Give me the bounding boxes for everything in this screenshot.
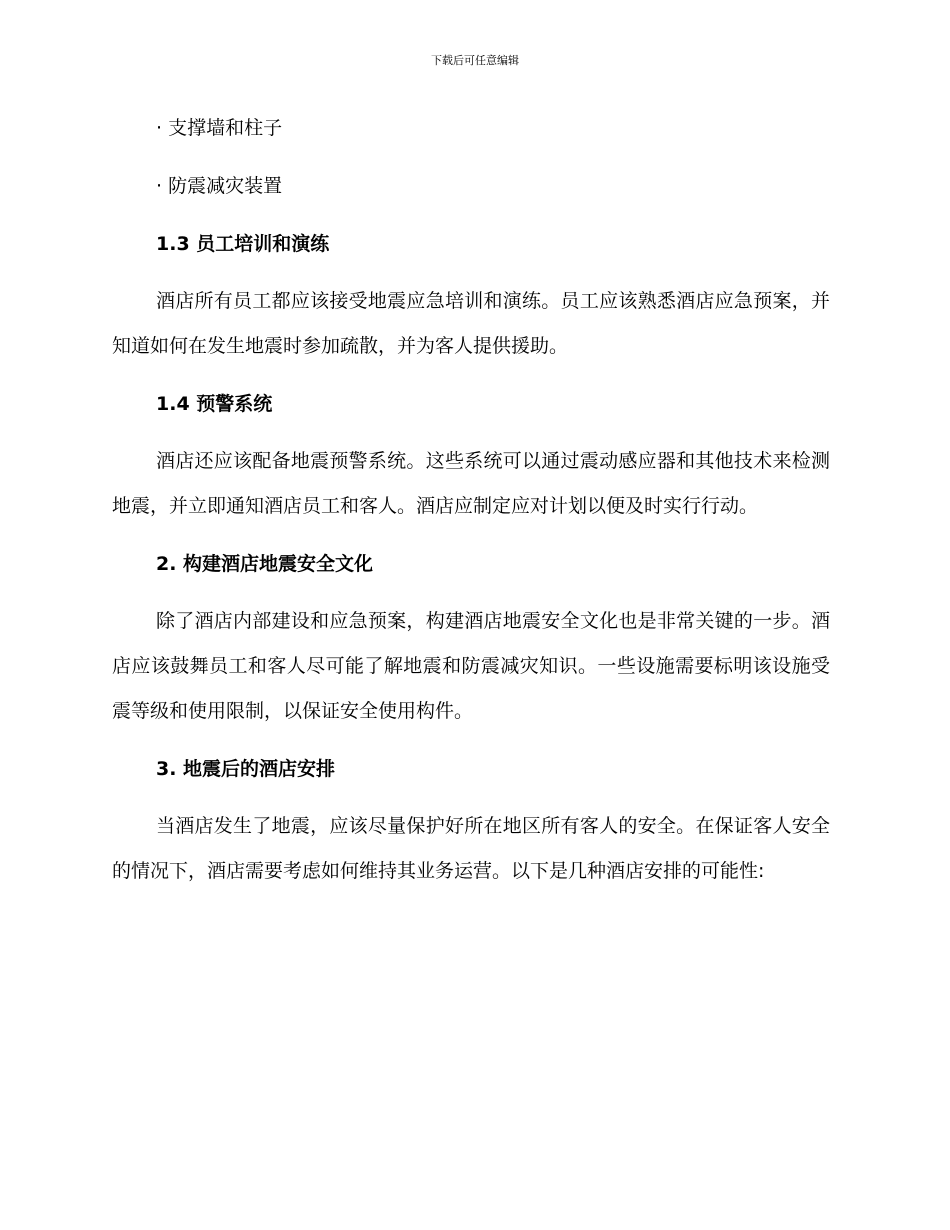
document-body [112,112,830,913]
section-heading-3: 3. 地震后的酒店安排 [156,758,336,780]
page-header: 下载后可任意编辑 [431,54,519,67]
section-heading-2: 2. 构建酒店地震安全文化 [156,553,374,575]
section-paragraph-1-4: 酒店还应该配备地震预警系统。这些系统可以通过震动感应器和其他技术来检测地震，并立即通知酒店员工和客人。酒店应制定应对计划以便及时实行行动。 [112,450,830,517]
section-heading-1-4: 1.4 预警系统 [156,393,273,415]
section-paragraph-3: 当酒店发生了地震，应该尽量保护好所在地区所有客人的安全。在保证客人安全的情况下，酒店需要考虑如何维持其业务运营。以下是几种酒店安排的可能性: [112,815,830,882]
section-paragraph-1-3: 酒店所有员工都应该接受地震应急培训和演练。员工应该熟悉酒店应急预案，并知道如何在发生地震时参加疏散，并为客人提供援助。 [112,290,830,357]
section-heading-1-3: 1.3 员工培训和演练 [156,233,330,255]
bullet-item-walls: · 支撑墙和柱子 [156,117,283,139]
bullet-item-devices: · 防震减灾装置 [156,175,283,197]
section-paragraph-2: 除了酒店内部建设和应急预案，构建酒店地震安全文化也是非常关键的一步。酒店应该鼓舞员工和客人尽可能了解地震和防震减灾知识。一些设施需要标明该设施受震等级和使用限制，以保证安全使用构件。 [112,610,830,722]
